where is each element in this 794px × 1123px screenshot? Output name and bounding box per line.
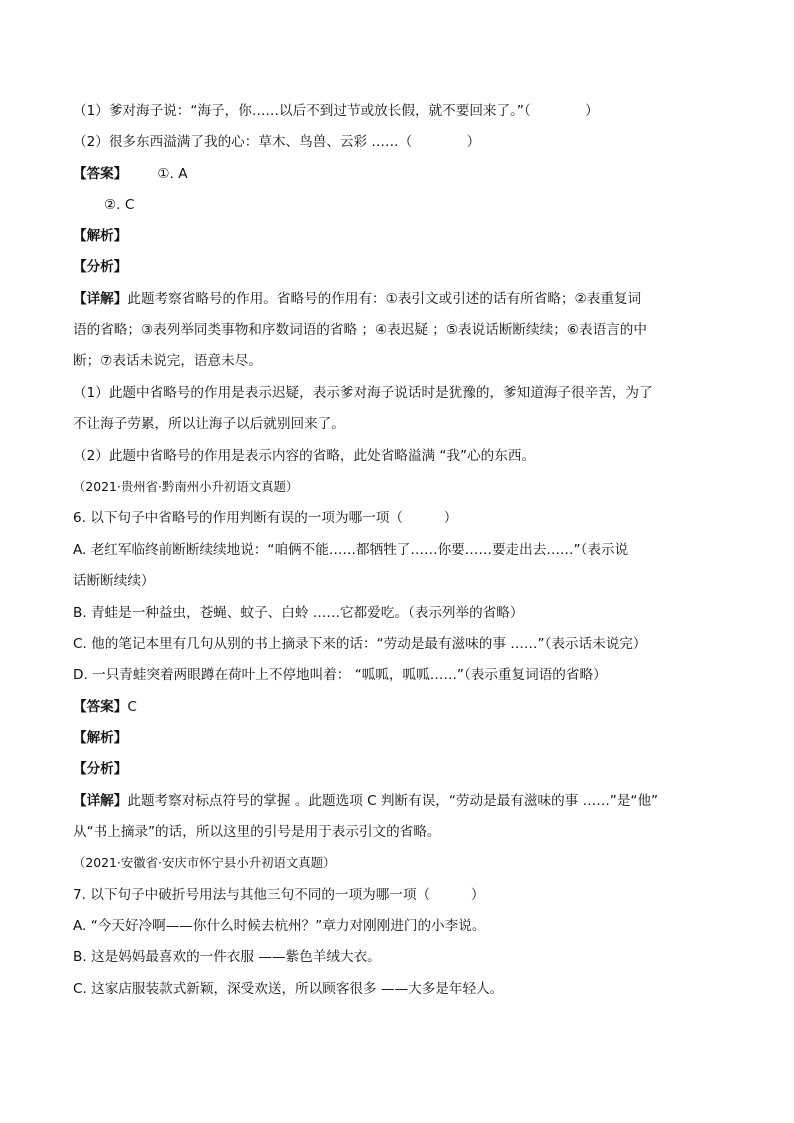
question-6-stem: 6. 以下句子中省略号的作用判断有误的一项为哪一项（ ） (73, 510, 458, 526)
option-a: A. 老红军临终前断断续续地说：“咱俩不能……都牺牲了……你要……要走出去……”（表示说 (73, 542, 629, 558)
detail-line: 从“书上摘录”的话，所以这里的引号是用于表示引文的省略。 (73, 824, 441, 840)
answer-value: C (127, 699, 137, 715)
detail-line: （1）此题中省略号的作用是表示迟疑，表示爹对海子说话时是犹豫的，爹知道海子很辛苦，为了 (73, 385, 653, 401)
option-c: C. 他的笔记本里有几句从别的书上摘录下来的话：“劳动是最有滋味的事 ……”（表示话未说完） (73, 636, 647, 652)
breakdown-label: 【分析】 (73, 761, 128, 777)
detail-line: 不让海子劳累，所以让海子以后就别回来了。 (73, 416, 345, 432)
question-7-stem: 7. 以下句子中破折号用法与其他三句不同的一项为哪一项（ ） (73, 887, 485, 903)
detail-text: 此题考察省略号的作用。省略号的作用有：①表引文或引述的话有所省略；②表重复词 (127, 291, 642, 307)
option-c: C. 这家店服装款式新颖，深受欢送，所以顾客很多 ——大多是年轻人。 (73, 981, 504, 997)
question-2-line: （2）很多东西溢满了我的心：草木、鸟兽、云彩 ……（ ） (73, 134, 481, 150)
option-b: B. 这是妈妈最喜欢的一件衣服 ——紫色羊绒大衣。 (73, 949, 381, 965)
option-a: A. “今天好冷啊——你什么时候去杭州？”章力对刚刚进门的小李说。 (73, 918, 486, 934)
detail-label: 【详解】 (73, 793, 128, 809)
option-b: B. 青蛙是一种益虫，苍蝇、蚊子、白蛉 ……它都爱吃。（表示列举的省略） (73, 605, 524, 621)
detail-label: 【详解】 (73, 291, 128, 307)
detail-line: （2）此题中省略号的作用是表示内容的省略，此处省略溢满 “我”心的东西。 (73, 448, 536, 464)
answer-row-1 (73, 164, 188, 184)
answer-option-2: ②. C (104, 197, 135, 213)
detail-line (73, 791, 658, 811)
option-d: D. 一只青蛙突着两眼蹲在荷叶上不停地叫着： “呱呱，呱呱……”（表示重复词语的省略） (73, 667, 607, 683)
detail-line (73, 289, 641, 309)
answer-label: 【答案】 (73, 166, 128, 182)
question-source: （2021·安徽省·安庆市怀宁县小升初语文真题） (73, 855, 336, 870)
detail-text: 此题考察对标点符号的掌握 。此题选项 C 判断有误，“劳动是最有滋味的事 ……”是“他” (127, 793, 659, 809)
question-1-line: （1）爹对海子说：“海子，你……以后不到过节或放长假，就不要回来了。”（ ） (73, 103, 599, 119)
answer-row-6 (73, 697, 137, 717)
detail-line: 断；⑦表话未说完，语意未尽。 (73, 353, 262, 369)
breakdown-label: 【分析】 (73, 259, 128, 275)
option-a-continued: 话断断续续） (73, 573, 155, 589)
answer-option-1: ①. A (157, 166, 188, 182)
analysis-label: 【解析】 (73, 228, 128, 244)
question-source: （2021·贵州省·黔南州小升初语文真题） (73, 479, 299, 494)
answer-label: 【答案】 (73, 699, 128, 715)
analysis-label: 【解析】 (73, 730, 128, 746)
detail-line: 语的省略；③表列举同类事物和序数词语的省略 ；④表迟疑 ；⑤表说话断断续续；⑥表语言的中 (73, 322, 647, 338)
